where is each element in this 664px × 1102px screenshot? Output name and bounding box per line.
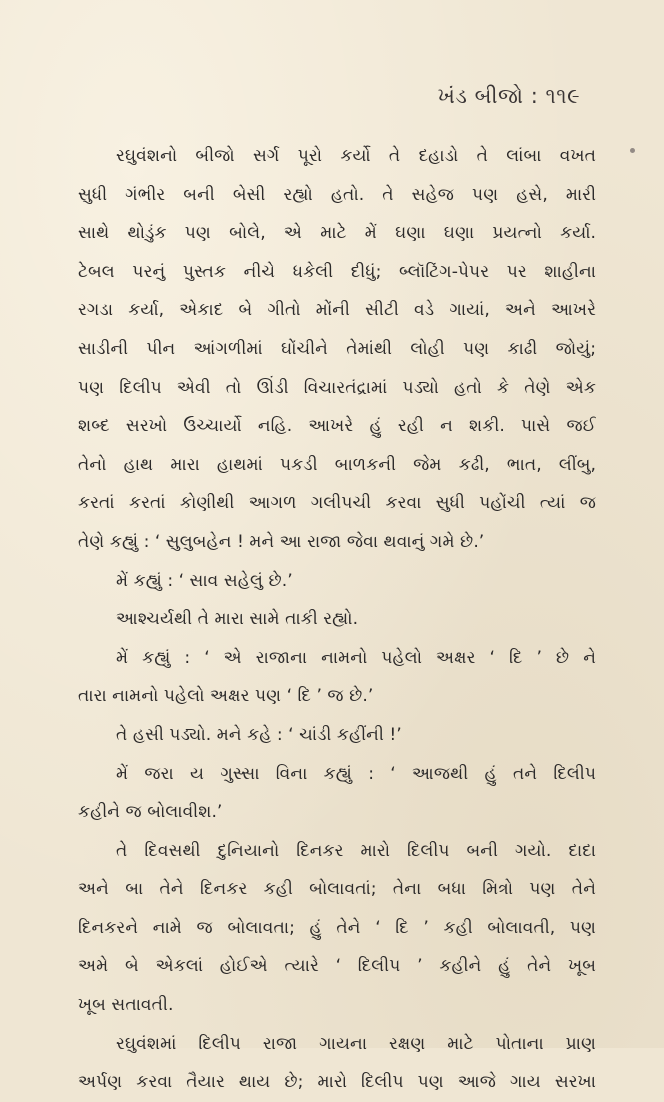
text-line: અમે બે એકલાં હોઈએ ત્યારે ‘ દિલીપ ’ કહીને હું તેને ખૂબ: [78, 956, 596, 977]
text-line: ખૂબ સતાવતી.: [78, 995, 174, 1016]
text-line: મેં કહ્યું : ‘ સાવ સહેલું છે.’: [116, 570, 293, 591]
text-line: રગડા કર્યા, એકાદ બે ગીતો મોંની સીટી વડે ગાયાં, અને આખરે: [78, 300, 596, 321]
text-line: ટેબલ પરનું પુસ્તક નીચે ધકેલી દીધું; બ્લૉટિંગ-પેપર પર શાહીના: [78, 261, 596, 282]
text-line: કરતાં કરતાં કોણીથી આગળ ગલીપચી કરવા સુધી પહોંચી ત્યાં જ: [78, 493, 596, 514]
text-line: મેં જરા ય ગુસ્સા વિના કહ્યું : ‘ આજથી હું તને દિલીપ: [116, 763, 596, 784]
text-line: મેં કહ્યું : ‘ એ રાજાના નામનો પહેલો અક્ષર ‘ દિ ’ છે ને: [116, 647, 596, 668]
ink-speck: [630, 148, 635, 153]
text-line: પણ દિલીપ એવી તો ઊંડી વિચારતંદ્રામાં પડ્યો હતો કે તેણે એક: [78, 377, 596, 398]
text-line: રઘુવંશનો બીજો સર્ગ પૂરો કર્યો તે દહાડો તે લાંબા વખત: [116, 146, 596, 166]
text-line: દિનકરને નામે જ બોલાવતા; હું તેને ‘ દિ ’ કહી બોલાવતી, પણ: [78, 917, 596, 938]
text-line: સાથે થોડુંક પણ બોલે, એ માટે મેં ઘણા ઘણા પ્રયત્નો કર્યા.: [78, 223, 596, 244]
text-line: કહીને જ બોલાવીશ.’: [78, 802, 223, 823]
text-line: શબ્દ સરખો ઉચ્ચાર્યો નહિ. આખરે હું રહી ન શકી. પાસે જઈ: [78, 416, 596, 437]
text-line: તે દિવસથી દુનિયાનો દિનકર મારો દિલીપ બની ગયો. દાદા: [116, 840, 596, 861]
text-line: અર્પણ કરવા તૈયાર થાય છે; મારો દિલીપ પણ આજે ગાય સરખા: [78, 1072, 596, 1093]
text-line: તારા નામનો પહેલો અક્ષર પણ ‘ દિ ’ જ છે.’: [78, 686, 374, 707]
text-line: અને બા તેને દિનકર કહી બોલાવતાં; તેના બધા મિત્રો પણ તેને: [78, 879, 596, 900]
text-line: રઘુવંશમાં દિલીપ રાજા ગાયના રક્ષણ માટે પોતાના પ્રાણ: [116, 1033, 596, 1054]
text-line: આશ્ચર્યથી તે મારા સામે તાકી રહ્યો.: [116, 609, 359, 630]
text-line: તેનો હાથ મારા હાથમાં પકડી બાળકની જેમ કઢી, ભાત, લીંબુ,: [78, 454, 596, 475]
running-head: ખંડ બીજો : ૧૧૯: [437, 84, 580, 108]
text-line: સાડીની પીન આંગળીમાં ઘોંચીને તેમાંથી લોહી પણ કાઢી જોયું;: [78, 338, 596, 359]
text-line: સુધી ગંભીર બની બેસી રહ્યો હતો. તે સહેજ પણ હસે, મારી: [78, 184, 596, 205]
text-line: તે હસી પડ્યો. મને કહે : ‘ ચાંડી કહીંની !’: [116, 724, 402, 745]
text-line: તેણે કહ્યું : ‘ સુલુબહેન ! મને આ રાજા જેવા થવાનું ગમે છે.’: [78, 531, 485, 552]
body-text: [78, 137, 596, 1102]
